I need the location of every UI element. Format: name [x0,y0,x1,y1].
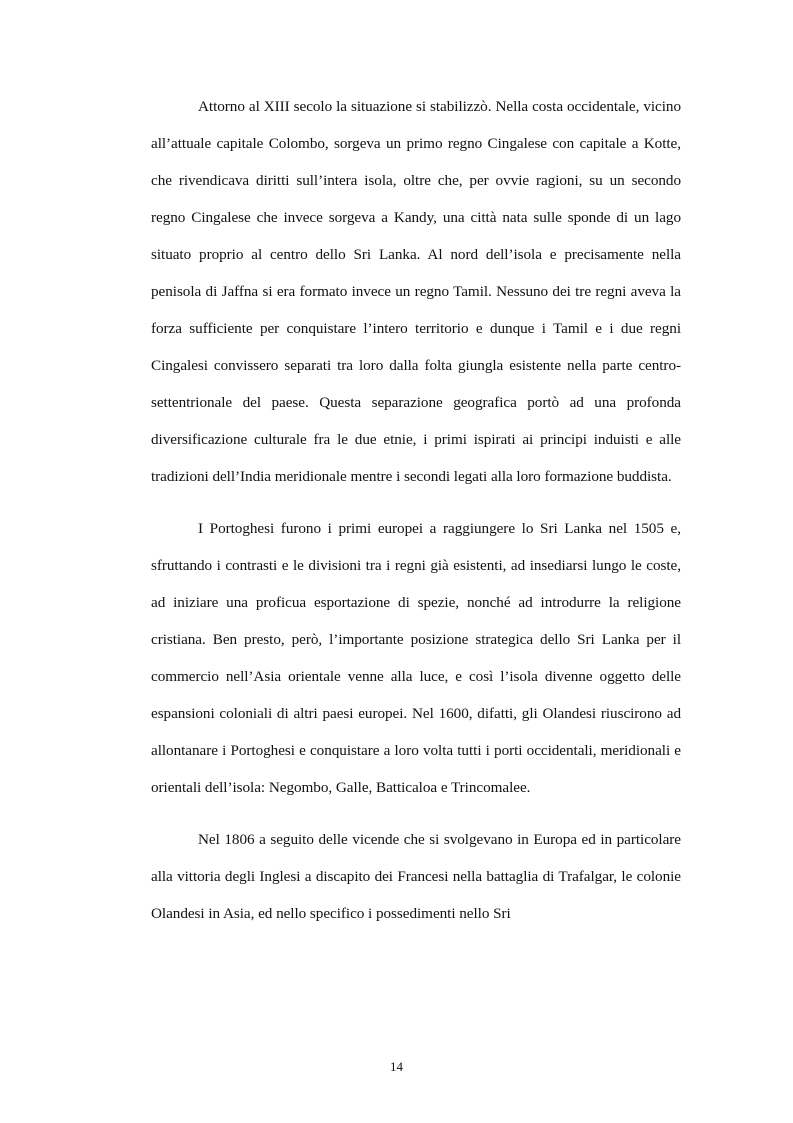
body-text [151,88,681,932]
paragraph-3: Nel 1806 a seguito delle vicende che si svolgevano in Europa ed in particolare alla vittoria degli Inglesi a discapito dei Francesi nella battaglia di Trafalgar, le colonie Olandesi in Asia, ed nello specifico i possedimenti nello Sri [151,831,681,922]
paragraph-1: Attorno al XIII secolo la situazione si stabilizzò. Nella costa occidentale, vicino all’attuale capitale Colombo, sorgeva un primo regno Cingalese con capitale a Kotte, che rivendicava diritti sull’intera isola, oltre che, per ovvie ragioni, su un secondo regno Cingalese che invece sorgeva a Kandy, una città nata sulle sponde di un lago situato proprio al centro dello Sri Lanka. Al nord dell’isola e precisamente nella penisola di Jaffna si era formato invece un regno Tamil. Nessuno dei tre regni aveva la forza sufficiente per conquistare l’intero territorio e dunque i Tamil e i due regni Cingalesi convissero separati tra loro dalla folta giungla esistente nella parte centro-settentrionale del paese. Questa separazione geografica portò ad una profonda diversificazione culturale fra le due etnie, i primi ispirati ai principi induisti e alle tradizioni dell’India meridionale mentre i secondi legati alla loro formazione buddista. [151,98,681,485]
paragraph-2: I Portoghesi furono i primi europei a raggiungere lo Sri Lanka nel 1505 e, sfruttando i contrasti e le divisioni tra i regni già esistenti, ad insediarsi lungo le coste, ad iniziare una proficua esportazione di spezie, nonché ad introdurre la religione cristiana. Ben presto, però, l’importante posizione strategica dello Sri Lanka per il commercio nell’Asia orientale venne alla luce, e così l’isola divenne oggetto delle espansioni coloniali di altri paesi europei. Nel 1600, difatti, gli Olandesi riuscirono ad allontanare i Portoghesi e conquistare a loro volta tutti i porti occidentali, meridionali e orientali dell’isola: Negombo, Galle, Batticaloa e Trincomalee. [151,520,681,796]
page-number: 14 [390,1059,403,1074]
